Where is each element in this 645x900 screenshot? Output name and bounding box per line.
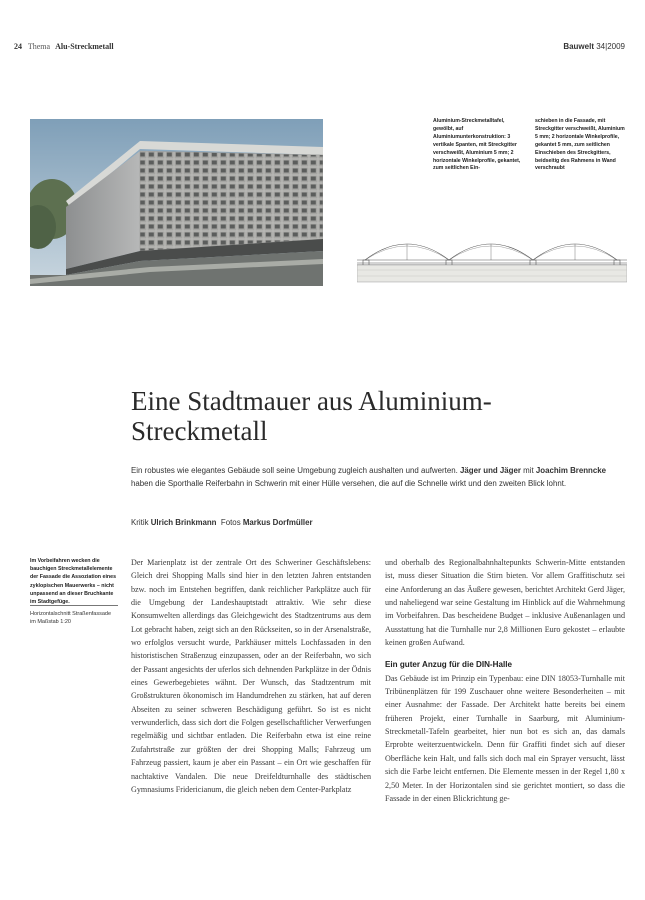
- byline-critic-label: Kritik: [131, 518, 151, 527]
- body-paragraph: Das Gebäude ist im Prinzip ein Typenbau: eine DIN 18053-Turnhalle mit Tribünenplätzen für 199 Zuschauer ohne weitere Besonderheiten – mit einer Ausnahme: der Fassade. Der Architekt hatte bereits bei einem früheren Projekt, einer Turnhalle in Saarburg, mit Aluminium-Streckmetall-Tafeln gearbeitet, hier nun bot es sich an, das damals Erprobte weiterzuentwickeln. Denn für Graffiti findet sich auf dieser Oberfläche kein Halt, und falls sich doch mal ein Sprayer versucht, lässt sich die Farbe leicht entfernen. Die Elemente messen in der Regel 1,80 x 2,50 Meter. In der Horizontalen sind sie gerichtet montiert, so dass die Fassade in der einen Blickrichtung ge-: [385, 673, 625, 803]
- drawing-caption-part2: schieben in die Fassade, mit Streckgitter verschweißt, Aluminium 5 mm; 2 horizontale Winkelprofile, gekantet 5 mm, zum seitlichen Einschieben des Streckgitters, beidseitig des Rahmens in Wand verschraubt: [535, 118, 625, 172]
- article-lead: [131, 464, 611, 490]
- lead-architect2: Joachim Brenncke: [535, 466, 607, 475]
- cross-section-illustration: [357, 230, 627, 288]
- cross-section-drawing: [357, 230, 627, 288]
- subheading: Ein guter Anzug für die DIN-Halle: [385, 660, 512, 670]
- byline-photos-label: Fotos: [216, 518, 243, 527]
- body-paragraph: und oberhalb des Regionalbahnhaltepunkts Schwerin-Mitte entstanden ist, muss dieser Situation die Stirn bieten. Vor allem Graffitischutz sei eine Anforderung an das Äußere gewesen, berichtet Architekt Gerd Jäger, und naheliegend war seine Gestaltung im Hinblick auf die Wahrnehmung im Vorbeifahren. Das bescheidene Budget – inklusive Außenanlagen und Ausstattung hat die Turnhalle nur 2,8 Millionen Euro gekostet – erlaubte keinen großen Aufwand.: [385, 558, 625, 648]
- lead-architects: Jäger und Jäger: [460, 466, 521, 475]
- body-column-2: [385, 556, 625, 805]
- building-photo-illustration: [30, 119, 323, 286]
- drawing-caption: Horizontalschnitt Straßenfassade im Maßstab 1:20: [30, 611, 112, 626]
- lead-text-c: haben die Sporthalle Reiferbahn in Schwerin mit einer Hülle versehen, die auf die Schnelle wirkt und den zweiten Blick lohnt.: [131, 479, 567, 488]
- magazine-name: Bauwelt: [563, 42, 594, 51]
- byline-photographer: Markus Dorfmüller: [242, 518, 313, 527]
- drawing-caption-part1: Aluminium-Streckmetalltafel, gewölbt, auf Aluminiumunterkonstruktion: 3 vertikale Spanten, mit Streckgitter verschweißt, Aluminium 5 mm; 2 horizontale Winkelprofile, gekantet, zum seitlichen Ein-: [433, 118, 521, 172]
- building-photo: [30, 119, 323, 286]
- photo-caption: Im Vorbeifahren wecken die bauchigen Streckmetallelemente der Fassade die Assoziation eines zyklopischen Mauerwerks – nicht unpassend an dieser Bruchkante im Stadtgefüge.: [30, 558, 117, 606]
- paragraph-gap: [385, 649, 625, 658]
- topic-label: Alu-Streckmetall: [55, 42, 114, 51]
- body-column-1: [131, 556, 371, 796]
- section-label: Thema: [27, 42, 51, 51]
- page-header-right: [563, 42, 625, 51]
- lead-text-b: mit: [520, 466, 536, 475]
- lead-text-a: Ein robustes wie elegantes Gebäude soll seine Umgebung zugleich aushalten und aufwerten.: [131, 466, 460, 475]
- byline: [131, 518, 313, 527]
- article-title: Eine Stadtmauer aus Aluminium-Streckmetall: [131, 386, 492, 446]
- byline-critic: Ulrich Brinkmann: [150, 518, 217, 527]
- page-number: 24: [14, 42, 22, 51]
- caption-divider: [30, 605, 118, 606]
- page-header-left: [14, 42, 114, 51]
- issue-label: 34|2009: [596, 42, 625, 51]
- body-paragraph: Der Marienplatz ist der zentrale Ort des Schweriner Geschäftslebens: Gleich drei Shopping Malls sind hier in den letzten Jahren entstanden bzw. noch im Entstehen begriffen, dank reichlicher Parkplätze auch für die Umgebung der Landeshauptstadt attraktiv. Wie sehr diese Konsumwelten allerdings das Gleichgewicht des Stadtzentrums aus dem Lot gebracht haben, zeigt sich an den Rückseiten, so in der Arsenalstraße, wo erfolglos versucht wurde, Parkhäuser mittels Lochfassaden in den historistischen Straßenzug einzupassen, oder an der Reiferbahn, wo sich der Passant angesichts der uferlos sich dehnenden Parkplätze in der Ödnis eines Gewerbegebietes wähnt. Der Wunsch, das Stadtzentrum mit Großstrukturen ökonomisch im Handumdrehen zu stärken, hat auf deren Abseiten zu seiner schweren Beschädigung geführt. So ist es nicht verwunderlich, dass sich dort die Folgen gesellschaftlicher Verwerfungen regelmäßig und sichtbar entladen. Die Reiferbahn etwa ist eine reine Zufahrtstraße zur größten der drei Shopping Malls; Fahrzeug um Fahrzeug passiert, kaum je aber ein Passant – ein Ort wie geschaffen für nachtaktive Vandalen. Die neue Dreifeldturnhalle des städtischen Gymnasiums Fridericianum, die gleich neben dem Center-Parkplatz: [131, 558, 371, 794]
